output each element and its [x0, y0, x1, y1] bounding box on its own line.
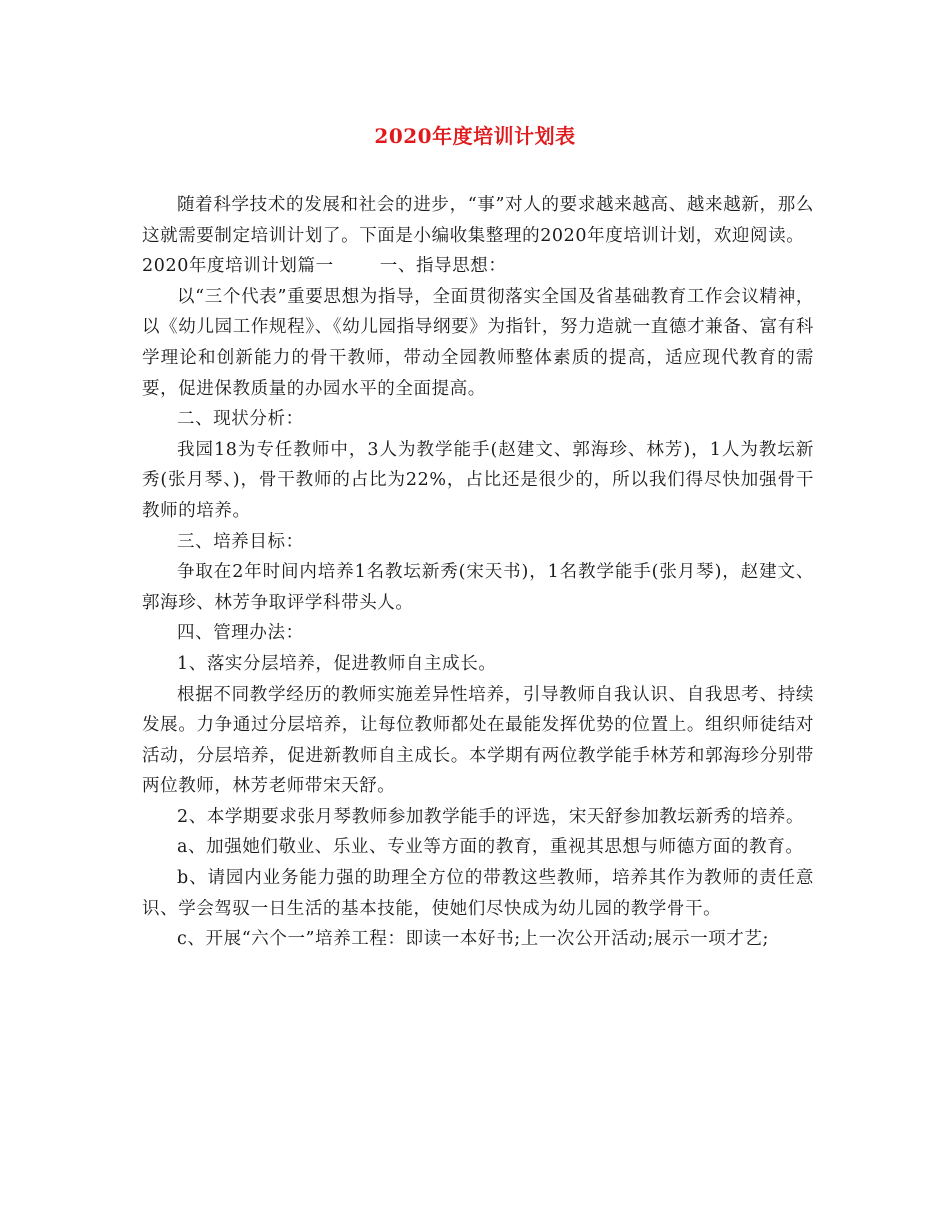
paragraph-status-analysis: 我园18为专任教师中，3人为教学能手(赵建文、郭海珍、林芳)，1人为教坛新秀(张月琴、)，骨干教师的占比为22%，占比还是很少的，所以我们得尽快加强骨干教师的培养。 — [142, 439, 814, 521]
heading-status-analysis: 二、现状分析： — [177, 409, 304, 430]
intro-paragraph: 随着科学技术的发展和社会的进步，“事”对人的要求越来越高、越来越新，那么这就需要制定培训计划了。下面是小编收集整理的2020年度培训计划，欢迎阅读。 — [142, 195, 814, 246]
list-item-a: a、加强她们敬业、乐业、专业等方面的教育，重视其思想与师德方面的教育。 — [177, 837, 804, 858]
heading-management: 四、管理办法： — [177, 623, 304, 644]
heading-training-goals: 三、培养目标： — [177, 531, 304, 552]
section-label: 2020年度培训计划篇一 — [142, 256, 334, 277]
list-item-b: b、请园内业务能力强的助理全方位的带教这些教师，培养其作为教师的责任意识、学会驾驭一日生活的基本技能，使她们尽快成为幼儿园的教学骨干。 — [142, 868, 814, 919]
paragraph-guiding-ideology: 以“三个代表”重要思想为指导，全面贯彻落实全国及省基础教育工作会议精神，以《幼儿园工作规程》、《幼儿园指导纲要》为指针，努力造就一直德才兼备、富有科学理论和创新能力的骨干教师，带动全园教师整体素质的提高，适应现代教育的需要，促进保教质量的办园水平的全面提高。 — [142, 286, 814, 399]
section-heading-line — [142, 251, 814, 282]
paragraph-layered-training: 根据不同教学经历的教师实施差异性培养，引导教师自我认识、自我思考、持续发展。力争通过分层培养，让每位教师都处在最能发挥优势的位置上。组织师徒结对活动，分层培养，促进新教师自主成长。本学期有两位教学能手林芳和郭海珍分别带两位教师，林芳老师带宋天舒。 — [142, 684, 814, 797]
list-item-1: 1、落实分层培养，促进教师自主成长。 — [177, 653, 497, 674]
list-item-2: 2、本学期要求张月琴教师参加教学能手的评选，宋天舒参加教坛新秀的培养。 — [177, 806, 805, 827]
paragraph-training-goals: 争取在2年时间内培养1名教坛新秀(宋天书)，1名教学能手(张月琴)，赵建文、郭海珍、林芳争取评学科带头人。 — [142, 562, 814, 613]
heading-guiding-ideology: 一、指导思想： — [379, 256, 507, 277]
document-title: 2020年度培训计划表 — [374, 124, 576, 148]
list-item-c: c、开展“六个一”培养工程：即读一本好书;上一次公开活动;展示一项才艺; — [177, 929, 769, 950]
document-body — [142, 190, 814, 955]
